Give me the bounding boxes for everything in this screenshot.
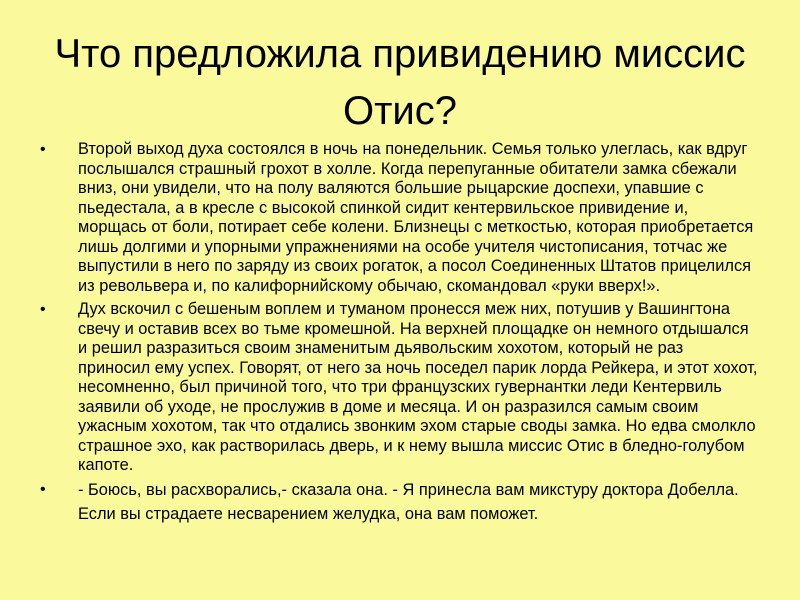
bullet-text: - Боюсь, вы расхворались,- сказала она. - Я принесла вам микстуру доктора Добелла. Если вы страдаете несварением желудка, она вам поможет. xyxy=(78,480,739,523)
bullet-marker: • xyxy=(40,141,46,158)
bullet-item xyxy=(40,300,758,476)
bullet-item xyxy=(40,478,758,526)
bullet-text: Дух вскочил с бешеным воплем и туманом пронесся меж них, потушив у Вашингтона свечу и оставив всех во тьме кромешной. На верхней площадке он немного отдышался и решил разразиться своим знаменитым дьявольским хохотом, который не раз приносил ему успех. Говорят, от него за ночь поседел парик лорда Рейкера, и этот хохот, несомненно, был причиной того, что три французских гувернантки леди Кентервиль заявили об уходе, не прослужив в доме и месяца. И он разразился самым своим ужасным хохотом, так что отдались звонким эхом старые своды замка. Но едва смолкло страшное эхо, как растворилась дверь, и к нему вышла миссис Отис в бледно-голубом капоте. xyxy=(78,300,758,474)
bullet-list xyxy=(40,140,758,530)
bullet-marker: • xyxy=(40,480,46,498)
bullet-marker: • xyxy=(40,301,46,318)
bullet-text: Второй выход духа состоялся в ночь на понедельник. Семья только улеглась, как вдруг послышался страшный грохот в холле. Когда перепуганные обитатели замка сбежали вниз, они увидели, что на полу валяются большие рыцарские доспехи, упавшие с пьедестала, а в кресле с высокой спинкой сидит кентервильское привидение и, морщась от боли, потирает себе колени. Близнецы с меткостью, которая приобретается лишь долгими и упорными упражнениями на особе учителя чистописания, тотчас же выпустили в него по заряду из своих рогаток, а посол Соединенных Штатов прицелился из револьвера и, по калифорнийскому обычаю, скомандовал «руки вверх!». xyxy=(78,140,754,295)
bullet-item xyxy=(40,140,758,296)
slide-title: Что предложила привидению миссис Отис? xyxy=(54,32,746,133)
